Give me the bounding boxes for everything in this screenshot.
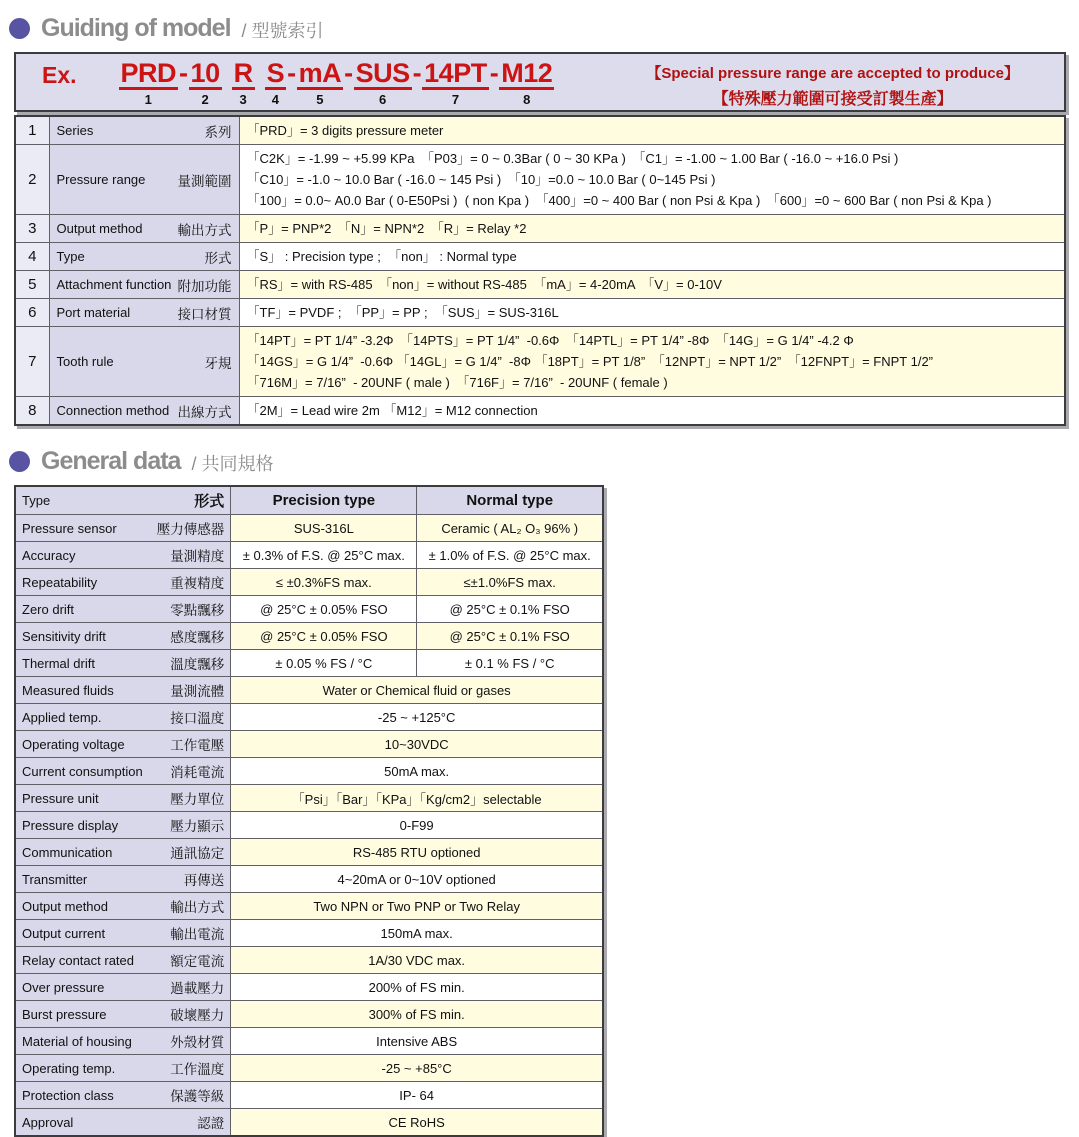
model-row-number: 8: [15, 397, 49, 426]
model-guide-row-4: [15, 243, 1065, 271]
spec-label-zh: 消耗電流: [170, 765, 225, 780]
spec-label: [15, 758, 231, 785]
model-row-label: [49, 243, 239, 271]
spec-value-precision: @ 25°C ± 0.05% FSO: [231, 596, 417, 623]
row-label-zh: 量測範圍: [177, 173, 232, 189]
model-row-label: [49, 145, 239, 215]
spec-label-wrap: [22, 788, 224, 808]
model-guide-row-6: [15, 299, 1065, 327]
model-row-value: [239, 145, 1065, 215]
model-segment-1: [119, 59, 179, 107]
model-row-number: 5: [15, 271, 49, 299]
spec-label-zh: 零點飄移: [170, 603, 225, 618]
spec-label-en: Accuracy: [22, 547, 76, 563]
model-segment-number: 2: [201, 92, 209, 108]
row-label-en: Type: [56, 249, 85, 264]
model-row-value-line: 「2M」= Lead wire 2m 「M12」= M12 connection: [246, 403, 538, 418]
example-label: Ex.: [42, 62, 77, 88]
spec-label-wrap: [22, 869, 224, 889]
model-row-value: [239, 243, 1065, 271]
model-row-value: [239, 116, 1065, 145]
section-title-model-guide-zh: / 型號索引: [241, 20, 324, 41]
model-row-number: 3: [15, 215, 49, 243]
spec-label-zh: 重複精度: [170, 576, 225, 591]
spec-label-wrap: [22, 518, 224, 538]
spec-label-wrap: [22, 653, 224, 673]
model-example-box: [14, 52, 1066, 112]
spec-value: CE RoHS: [231, 1109, 603, 1137]
spec-row: [15, 1028, 603, 1055]
spec-label-wrap: [22, 545, 224, 565]
model-row-value-line: 「100」= 0.0~ A0.0 Bar ( 0-E50Psi ) ( non Kpa ) 「400」=0 ~ 400 Bar ( non Psi & Kpa ) 「600」=0 ~ 600 Bar ( non Psi & Kpa ): [246, 193, 992, 208]
spec-label: [15, 920, 231, 947]
spec-label-wrap: [22, 761, 224, 781]
row-label-zh: 輸出方式: [177, 222, 232, 238]
spec-row: [15, 839, 603, 866]
row-label-en: Connection method: [56, 403, 170, 418]
spec-value: 300% of FS min.: [231, 1001, 603, 1028]
model-segment-number: 1: [144, 92, 152, 108]
spec-label-en: Material of housing: [22, 1033, 132, 1049]
spec-label-en: Pressure display: [22, 817, 119, 833]
spec-label: [15, 650, 231, 677]
spec-value: -25 ~ +125°C: [231, 704, 603, 731]
model-row-value-line: 「C10」= -1.0 ~ 10.0 Bar ( -16.0 ~ 145 Psi ) 「10」=0.0 ~ 10.0 Bar ( 0~145 Psi ): [246, 172, 716, 187]
model-segment-text: R: [232, 59, 255, 90]
model-row-label: [49, 116, 239, 145]
model-segment-number: 8: [523, 92, 531, 108]
model-row-number: 6: [15, 299, 49, 327]
model-segment-text: -: [489, 58, 499, 88]
spec-row: [15, 893, 603, 920]
model-segment-text: PRD: [119, 59, 179, 90]
general-header-type-zh: 形式: [194, 493, 225, 510]
model-segment-text: 10: [189, 59, 222, 90]
model-separator: [343, 59, 354, 107]
spec-label-en: Over pressure: [22, 979, 105, 995]
model-guide-table: [14, 115, 1066, 426]
spec-label: [15, 1082, 231, 1109]
spec-label: [15, 596, 231, 623]
spec-label-en: Applied temp.: [22, 709, 102, 725]
spec-label-zh: 工作電壓: [170, 738, 225, 753]
model-row-number: 1: [15, 116, 49, 145]
spec-value: 1A/30 VDC max.: [231, 947, 603, 974]
spec-label: [15, 623, 231, 650]
spec-value-normal: @ 25°C ± 0.1% FSO: [417, 596, 603, 623]
spec-row: [15, 1001, 603, 1028]
model-row-label-wrap: [57, 401, 232, 421]
spec-label-en: Communication: [22, 844, 113, 860]
model-row-value-line: 「S」 : Precision type ; 「non」 : Normal type: [246, 249, 517, 264]
spec-label-zh: 工作溫度: [170, 1062, 225, 1077]
special-note-en: 【Special pressure range are accepted to produce】: [646, 65, 1019, 82]
section-bullet-icon: [9, 451, 30, 472]
model-row-value: [239, 271, 1065, 299]
model-row-number: 2: [15, 145, 49, 215]
spec-label: [15, 812, 231, 839]
model-guide-row-5: [15, 271, 1065, 299]
spec-row: [15, 758, 603, 785]
spec-value: 0-F99: [231, 812, 603, 839]
spec-label-zh: 認證: [197, 1116, 225, 1131]
row-label-en: Output method: [56, 221, 143, 236]
model-row-value: [239, 215, 1065, 243]
model-row-value-line: 「14GS」= G 1/4” -0.6Φ 「14GL」= G 1/4” -8Φ 「18PT」= PT 1/8” 「12NPT」= NPT 1/2” 「12FNPT」= FNPT 1/2”: [246, 354, 934, 369]
model-row-label-wrap: [57, 303, 232, 323]
spec-label-wrap: [22, 572, 224, 592]
spec-label-zh: 通訊協定: [170, 846, 225, 861]
spec-label: [15, 704, 231, 731]
row-label-en: Attachment function: [56, 277, 172, 292]
spec-value: -25 ~ +85°C: [231, 1055, 603, 1082]
spec-label-wrap: [22, 1004, 224, 1024]
spec-row: [15, 1109, 603, 1137]
model-row-number: 7: [15, 327, 49, 397]
spec-label-wrap: [22, 626, 224, 646]
model-segment-text: M12: [499, 59, 554, 90]
spec-label-en: Current consumption: [22, 763, 143, 779]
model-row-value-line: 「14PT」= PT 1/4” -3.2Φ 「14PTS」= PT 1/4” -0.6Φ 「14PTL」= PT 1/4” -8Φ 「14G」= G 1/4” -4.2 Φ: [246, 333, 854, 348]
spec-label-wrap: [22, 977, 224, 997]
spec-label-wrap: [22, 815, 224, 835]
spec-label-wrap: [22, 1058, 224, 1078]
spec-label-en: Transmitter: [22, 871, 88, 887]
model-segment-3: [232, 59, 255, 107]
spec-value: 4~20mA or 0~10V optioned: [231, 866, 603, 893]
spec-label: [15, 1028, 231, 1055]
spec-label-en: Protection class: [22, 1087, 114, 1103]
spec-label: [15, 569, 231, 596]
model-row-label: [49, 327, 239, 397]
model-segment-text: -: [344, 58, 353, 88]
spec-label-wrap: [22, 599, 224, 619]
spec-label-zh: 壓力單位: [170, 792, 225, 807]
spec-label-en: Output current: [22, 925, 106, 941]
spec-label-zh: 接口溫度: [170, 711, 225, 726]
spec-label: [15, 1055, 231, 1082]
model-guide-row-8: [15, 397, 1065, 426]
model-row-label: [49, 271, 239, 299]
spec-label-zh: 再傳送: [183, 873, 225, 888]
spec-label-wrap: [22, 1085, 224, 1105]
model-segment-text: [255, 59, 265, 62]
model-guide-row-2: [15, 145, 1065, 215]
spec-row: [15, 866, 603, 893]
spec-label-zh: 壓力傳感器: [156, 522, 225, 537]
row-label-zh: 形式: [204, 250, 232, 266]
general-data-table: [14, 485, 604, 1137]
spec-value-precision: ± 0.05 % FS / °C: [231, 650, 417, 677]
model-row-label-wrap: [57, 170, 232, 190]
model-row-value: [239, 327, 1065, 397]
spec-value: 「Psi」「Bar」「KPa」「Kg/cm2」selectable: [231, 785, 603, 812]
model-segment-number: 6: [379, 92, 387, 108]
spec-label-zh: 溫度飄移: [170, 657, 225, 672]
spec-value-precision: SUS-316L: [231, 515, 417, 542]
row-label-en: Port material: [56, 305, 131, 320]
row-label-zh: 出線方式: [177, 404, 232, 420]
section-header-general-data: [9, 446, 1079, 476]
spec-value: 10~30VDC: [231, 731, 603, 758]
model-row-label: [49, 299, 239, 327]
spec-row: [15, 596, 603, 623]
spec-label-zh: 輸出方式: [170, 900, 225, 915]
model-segment-number: 5: [316, 92, 324, 108]
model-separator: [255, 59, 265, 107]
model-row-value-line: 「PRD」= 3 digits pressure meter: [246, 123, 444, 138]
section-title-general-data-en: General data: [41, 446, 181, 475]
row-label-zh: 附加功能: [177, 278, 232, 294]
spec-value: IP- 64: [231, 1082, 603, 1109]
spec-value-normal: ± 1.0% of F.S. @ 25°C max.: [417, 542, 603, 569]
spec-row: [15, 731, 603, 758]
model-row-value-line: 「P」= PNP*2 「N」= NPN*2 「R」= Relay *2: [246, 221, 527, 236]
special-note: [646, 54, 1019, 109]
spec-row: [15, 812, 603, 839]
spec-label-en: Operating temp.: [22, 1060, 116, 1076]
spec-label-wrap: [22, 923, 224, 943]
model-separator: [222, 59, 232, 107]
model-row-label-wrap: [57, 275, 232, 295]
model-example-number: [119, 59, 555, 107]
spec-label-zh: 量測流體: [170, 684, 225, 699]
section-title-model-guide-en: Guiding of model: [41, 13, 231, 42]
spec-label-wrap: [22, 896, 224, 916]
model-separator: [178, 59, 189, 107]
model-separator: [286, 59, 297, 107]
model-segment-6: [354, 59, 412, 107]
spec-label-en: Thermal drift: [22, 655, 95, 671]
spec-row: [15, 1082, 603, 1109]
spec-label-wrap: [22, 1031, 224, 1051]
model-row-number: 4: [15, 243, 49, 271]
model-separator: [412, 59, 423, 107]
model-segment-text: 14PT: [422, 59, 489, 90]
section-bullet-icon: [9, 18, 30, 39]
spec-label-zh: 外殼材質: [170, 1035, 225, 1050]
spec-label: [15, 542, 231, 569]
section-header-model-guide: [9, 13, 1079, 43]
model-segment-text: -: [287, 58, 296, 88]
row-label-zh: 牙規: [204, 355, 232, 371]
spec-value: RS-485 RTU optioned: [231, 839, 603, 866]
spec-row: [15, 974, 603, 1001]
model-row-label-wrap: [57, 247, 232, 267]
model-segment-5: [297, 59, 344, 107]
spec-label-en: Relay contact rated: [22, 952, 135, 968]
spec-label-en: Measured fluids: [22, 682, 114, 698]
spec-label-zh: 保護等級: [170, 1089, 225, 1104]
spec-row: [15, 515, 603, 542]
spec-label-en: Zero drift: [22, 601, 75, 617]
general-header-normal: Normal type: [417, 486, 603, 515]
spec-row: [15, 704, 603, 731]
spec-label-zh: 破壞壓力: [170, 1008, 225, 1023]
spec-row: [15, 542, 603, 569]
spec-value-normal: ± 0.1 % FS / °C: [417, 650, 603, 677]
model-row-label-wrap: [57, 121, 232, 141]
spec-label-zh: 額定電流: [170, 954, 225, 969]
spec-value-normal: @ 25°C ± 0.1% FSO: [417, 623, 603, 650]
spec-value-normal: ≤±1.0%FS max.: [417, 569, 603, 596]
row-label-zh: 接口材質: [177, 306, 232, 322]
model-row-value: [239, 397, 1065, 426]
spec-row: [15, 650, 603, 677]
model-row-value-line: 「TF」= PVDF ; 「PP」= PP ; 「SUS」= SUS-316L: [246, 305, 559, 320]
spec-row: [15, 920, 603, 947]
model-row-value-line: 「C2K」= -1.99 ~ +5.99 KPa 「P03」= 0 ~ 0.3Bar ( 0 ~ 30 KPa ) 「C1」= -1.00 ~ 1.00 Bar ( -16.0 ~ +16.0 Psi ): [246, 151, 899, 166]
spec-label-en: Output method: [22, 898, 108, 914]
model-row-label-wrap: [57, 352, 232, 372]
spec-label-zh: 壓力顯示: [170, 819, 225, 834]
model-segment-text: SUS: [354, 59, 412, 90]
spec-label-wrap: [22, 950, 224, 970]
spec-row: [15, 1055, 603, 1082]
model-segment-text: [222, 59, 232, 62]
spec-label: [15, 866, 231, 893]
datasheet-page: [0, 13, 1079, 1137]
spec-label: [15, 893, 231, 920]
model-segment-text: S: [265, 59, 287, 90]
general-data-header-row: [15, 486, 603, 515]
spec-label-en: Pressure sensor: [22, 520, 117, 536]
spec-row: [15, 623, 603, 650]
spec-label-en: Operating voltage: [22, 736, 125, 752]
spec-label-wrap: [22, 734, 224, 754]
model-segment-text: -: [412, 58, 422, 88]
model-row-label: [49, 397, 239, 426]
spec-value-normal: Ceramic ( AL₂ O₃ 96% ): [417, 515, 603, 542]
spec-value-precision: ≤ ±0.3%FS max.: [231, 569, 417, 596]
general-header-type-en: Type: [22, 493, 51, 508]
spec-value: 50mA max.: [231, 758, 603, 785]
spec-label-wrap: [22, 707, 224, 727]
spec-label-zh: 過載壓力: [170, 981, 225, 996]
spec-row: [15, 677, 603, 704]
spec-row: [15, 947, 603, 974]
special-note-zh: 【特殊壓力範圍可接受訂製生產】: [712, 91, 953, 108]
spec-row: [15, 569, 603, 596]
model-row-label-wrap: [57, 219, 232, 239]
model-row-value: [239, 299, 1065, 327]
spec-value: 200% of FS min.: [231, 974, 603, 1001]
model-segment-8: [499, 59, 554, 107]
general-header-precision: Precision type: [231, 486, 417, 515]
model-segment-number: 3: [239, 92, 247, 108]
row-label-zh: 系列: [204, 124, 232, 140]
model-segment-7: [422, 59, 489, 107]
spec-value-precision: @ 25°C ± 0.05% FSO: [231, 623, 417, 650]
spec-label-wrap: [22, 1112, 224, 1132]
model-segment-2: [189, 59, 222, 107]
spec-label-wrap: [22, 842, 224, 862]
spec-label-zh: 量測精度: [170, 549, 225, 564]
row-label-en: Series: [56, 123, 94, 138]
model-segment-text: -: [179, 58, 188, 88]
spec-value: Intensive ABS: [231, 1028, 603, 1055]
row-label-en: Pressure range: [56, 172, 146, 187]
general-header-type-cell: [15, 486, 231, 515]
spec-label: [15, 515, 231, 542]
spec-label-en: Pressure unit: [22, 790, 99, 806]
section-title-general-data-zh: / 共同規格: [191, 453, 274, 474]
spec-label: [15, 839, 231, 866]
spec-label-en: Burst pressure: [22, 1006, 107, 1022]
spec-value: Two NPN or Two PNP or Two Relay: [231, 893, 603, 920]
spec-label: [15, 947, 231, 974]
spec-value-precision: ± 0.3% of F.S. @ 25°C max.: [231, 542, 417, 569]
model-separator: [489, 59, 500, 107]
spec-row: [15, 785, 603, 812]
spec-label-en: Repeatability: [22, 574, 98, 590]
model-guide-row-3: [15, 215, 1065, 243]
model-row-value-line: 「RS」= with RS-485 「non」= without RS-485 「mA」= 4-20mA 「V」= 0-10V: [246, 277, 722, 292]
model-segment-text: mA: [297, 59, 344, 90]
model-row-value-line: 「716M」= 7/16” - 20UNF ( male ) 「716F」= 7/16” - 20UNF ( female ): [246, 375, 668, 390]
spec-label: [15, 974, 231, 1001]
spec-label: [15, 1109, 231, 1137]
spec-value: Water or Chemical fluid or gases: [231, 677, 603, 704]
spec-label: [15, 731, 231, 758]
model-guide-row-1: [15, 116, 1065, 145]
spec-label-zh: 輸出電流: [170, 927, 225, 942]
spec-label: [15, 785, 231, 812]
spec-label: [15, 677, 231, 704]
model-segment-number: 4: [271, 92, 279, 108]
model-segment-4: [265, 59, 287, 107]
spec-value: 150mA max.: [231, 920, 603, 947]
spec-label: [15, 1001, 231, 1028]
model-row-label: [49, 215, 239, 243]
spec-label-zh: 感度飄移: [170, 630, 225, 645]
spec-label-wrap: [22, 680, 224, 700]
model-segment-number: 7: [451, 92, 460, 108]
spec-label-en: Sensitivity drift: [22, 628, 106, 644]
spec-label-en: Approval: [22, 1114, 74, 1130]
row-label-en: Tooth rule: [56, 354, 114, 369]
model-guide-row-7: [15, 327, 1065, 397]
